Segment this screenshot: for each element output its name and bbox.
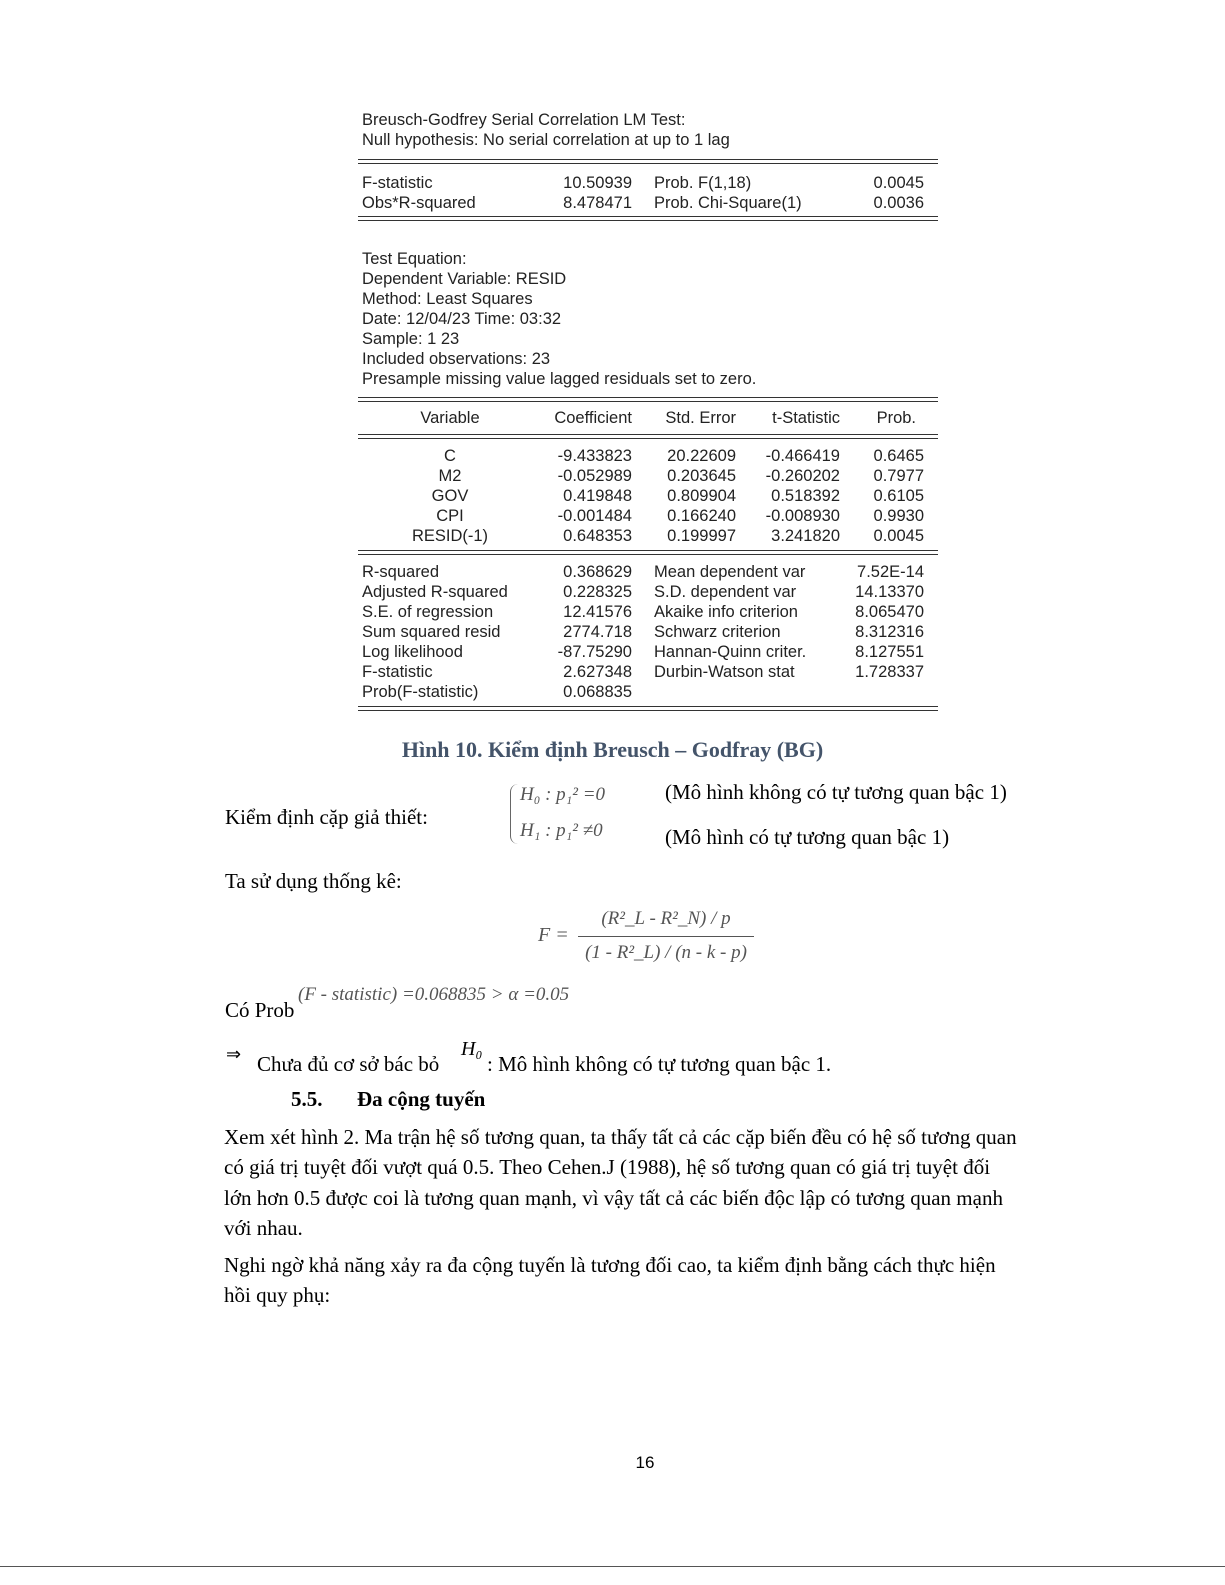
- summary-row: [362, 642, 938, 662]
- summary-row: [362, 602, 938, 622]
- info-line: Included observations: 23: [362, 350, 551, 368]
- summary-value: 12.41576: [563, 603, 632, 621]
- std-error: 0.203645: [667, 467, 736, 485]
- summary-row: [362, 562, 938, 582]
- coefficient: -9.433823: [557, 447, 632, 465]
- summary-label: Akaike info criterion: [654, 603, 798, 621]
- summary-label: R-squared: [362, 563, 440, 581]
- prob-label: Prob. F(1,18): [654, 174, 752, 192]
- info-line: Date: 12/04/23 Time: 03:32: [362, 310, 562, 328]
- col-header: Prob.: [876, 409, 916, 427]
- prob-math: (F - statistic) =0.068835 > α =0.05: [298, 984, 570, 1005]
- formula-denominator: (1 - R²_L) / (n - k - p): [585, 942, 747, 963]
- summary-row: [362, 662, 938, 682]
- std-error: 0.166240: [667, 507, 736, 525]
- summary-row: [362, 582, 938, 602]
- prob: 0.9930: [873, 507, 924, 525]
- prob-prefix: Có Prob: [225, 998, 295, 1022]
- summary-label: S.E. of regression: [362, 603, 494, 621]
- coefficient: -0.052989: [557, 467, 632, 485]
- std-error: 20.22609: [667, 447, 736, 465]
- t-statistic: -0.260202: [765, 467, 840, 485]
- summary-value: 0.368629: [563, 563, 632, 581]
- top-stat-row: [362, 193, 938, 213]
- std-error: 0.199997: [667, 527, 736, 545]
- conclusion-text-before: Chưa đủ cơ sở bác bỏ: [257, 1052, 440, 1076]
- summary-value: 8.312316: [855, 623, 924, 641]
- col-header: t-Statistic: [772, 409, 840, 427]
- t-statistic: -0.466419: [765, 447, 840, 465]
- paragraph-line: lớn hơn 0.5 được coi là tương quan mạnh, vì vậy tất cả các biến độc lập có tương quan mạnh: [224, 1186, 1003, 1210]
- summary-value: 8.127551: [855, 643, 924, 661]
- summary-value: 1.728337: [855, 663, 924, 681]
- paragraph-line: Xem xét hình 2. Ma trận hệ số tương quan, ta thấy tất cả các cặp biến đều có hệ số tương quan: [224, 1125, 1017, 1149]
- variable-name: RESID(-1): [411, 527, 489, 545]
- prob: 0.7977: [873, 467, 924, 485]
- page-number: 16: [635, 1453, 655, 1472]
- stat-value: 8.478471: [563, 194, 632, 212]
- top-stat-row: [362, 173, 938, 193]
- fraction-bar: [578, 936, 754, 937]
- conclusion-text-after: : Mô hình không có tự tương quan bậc 1.: [487, 1052, 832, 1076]
- variable-name: GOV: [431, 487, 469, 505]
- coef-row: [362, 466, 938, 486]
- summary-value: 7.52E-14: [857, 563, 924, 581]
- summary-value: 8.065470: [855, 603, 924, 621]
- eviews-output: [362, 110, 938, 711]
- prob-label: Prob. Chi-Square(1): [654, 194, 802, 212]
- summary-label: Sum squared resid: [362, 623, 501, 641]
- summary-value: 2774.718: [563, 623, 632, 641]
- figure-caption: Hình 10. Kiểm định Breusch – Godfray (BG): [401, 737, 824, 762]
- section-number: 5.5.: [291, 1087, 323, 1111]
- col-header: Coefficient: [554, 409, 632, 427]
- col-header: Std. Error: [665, 409, 736, 427]
- coef-row: [362, 486, 938, 506]
- summary-label: S.D. dependent var: [654, 583, 797, 601]
- summary-label: Hannan-Quinn criter.: [654, 643, 807, 661]
- implies-arrow: ⇒: [226, 1044, 242, 1064]
- hypothesis-brace: [510, 784, 519, 844]
- coef-row: [362, 526, 938, 546]
- info-line: Test Equation:: [362, 250, 467, 268]
- stat-intro: Ta sử dụng thống kê:: [225, 869, 402, 893]
- coef-row: [362, 446, 938, 466]
- coef-row: [362, 506, 938, 526]
- prob: 0.6465: [873, 447, 924, 465]
- stat-label: Obs*R-squared: [362, 194, 476, 212]
- prob: 0.6105: [873, 487, 924, 505]
- section-title: Đa cộng tuyến: [357, 1087, 486, 1111]
- paragraph-line: Nghi ngờ khả năng xảy ra đa cộng tuyến là tương đối cao, ta kiểm định bằng cách thực hiện: [224, 1253, 996, 1277]
- variable-name: C: [444, 447, 456, 465]
- info-line: Dependent Variable: RESID: [362, 270, 567, 288]
- std-error: 0.809904: [667, 487, 736, 505]
- paragraph-line: hồi quy phụ:: [224, 1283, 331, 1307]
- formula-lhs: F =: [538, 924, 569, 946]
- stat-label: F-statistic: [362, 174, 433, 192]
- summary-label: Log likelihood: [362, 643, 463, 661]
- double-rule: [358, 706, 938, 711]
- h0-description: (Mô hình không có tự tương quan bậc 1): [665, 780, 1007, 804]
- col-header: Variable: [420, 409, 480, 427]
- summary-value: 0.228325: [563, 583, 632, 601]
- coefficient: -0.001484: [557, 507, 632, 525]
- t-statistic: 0.518392: [771, 487, 840, 505]
- coefficient: 0.648353: [563, 527, 632, 545]
- t-statistic: -0.008930: [765, 507, 840, 525]
- summary-label: F-statistic: [362, 663, 433, 681]
- summary-row: [362, 682, 938, 702]
- hypothesis-label: Kiểm định cặp giả thiết:: [225, 805, 428, 829]
- prob: 0.0045: [873, 527, 924, 545]
- variable-name: M2: [438, 467, 462, 485]
- coefficient: 0.419848: [563, 487, 632, 505]
- conclusion-h0: H₀: [461, 1038, 483, 1060]
- info-line: Sample: 1 23: [362, 330, 460, 348]
- formula-numerator: (R²_L - R²_N) / p: [601, 908, 731, 929]
- prob-value: 0.0036: [873, 194, 924, 212]
- t-statistic: 3.241820: [771, 527, 840, 545]
- test-title: Breusch-Godfrey Serial Correlation LM Test:: [362, 111, 686, 129]
- coef-header-row: [362, 408, 938, 428]
- summary-value: 0.068835: [563, 683, 632, 701]
- summary-row: [362, 622, 938, 642]
- bottom-rule: [0, 1566, 1225, 1567]
- prob-value: 0.0045: [873, 174, 924, 192]
- summary-value: 14.13370: [855, 583, 924, 601]
- summary-label: Durbin-Watson stat: [654, 663, 795, 681]
- h1-formula: H₁ : p₁² ≠0: [520, 820, 603, 841]
- null-hypothesis: Null hypothesis: No serial correlation at up to 1 lag: [362, 131, 730, 149]
- paragraph-line: với nhau.: [224, 1216, 303, 1240]
- paragraph-line: có giá trị tuyệt đối vượt quá 0.5. Theo Cehen.J (1988), hệ số tương quan có giá trị tuyệt đối: [224, 1155, 991, 1179]
- summary-label: Prob(F-statistic): [362, 683, 479, 701]
- summary-value: 2.627348: [563, 663, 632, 681]
- summary-label: Adjusted R-squared: [362, 583, 508, 601]
- variable-name: CPI: [436, 507, 464, 525]
- h1-description: (Mô hình có tự tương quan bậc 1): [665, 825, 950, 849]
- summary-value: -87.75290: [557, 643, 632, 661]
- summary-label: Schwarz criterion: [654, 623, 781, 641]
- stat-value: 10.50939: [563, 174, 632, 192]
- info-line: Method: Least Squares: [362, 290, 533, 308]
- info-line: Presample missing value lagged residuals set to zero.: [362, 370, 757, 388]
- summary-label: Mean dependent var: [654, 563, 806, 581]
- h0-formula: H₀ : p₁² =0: [520, 784, 606, 805]
